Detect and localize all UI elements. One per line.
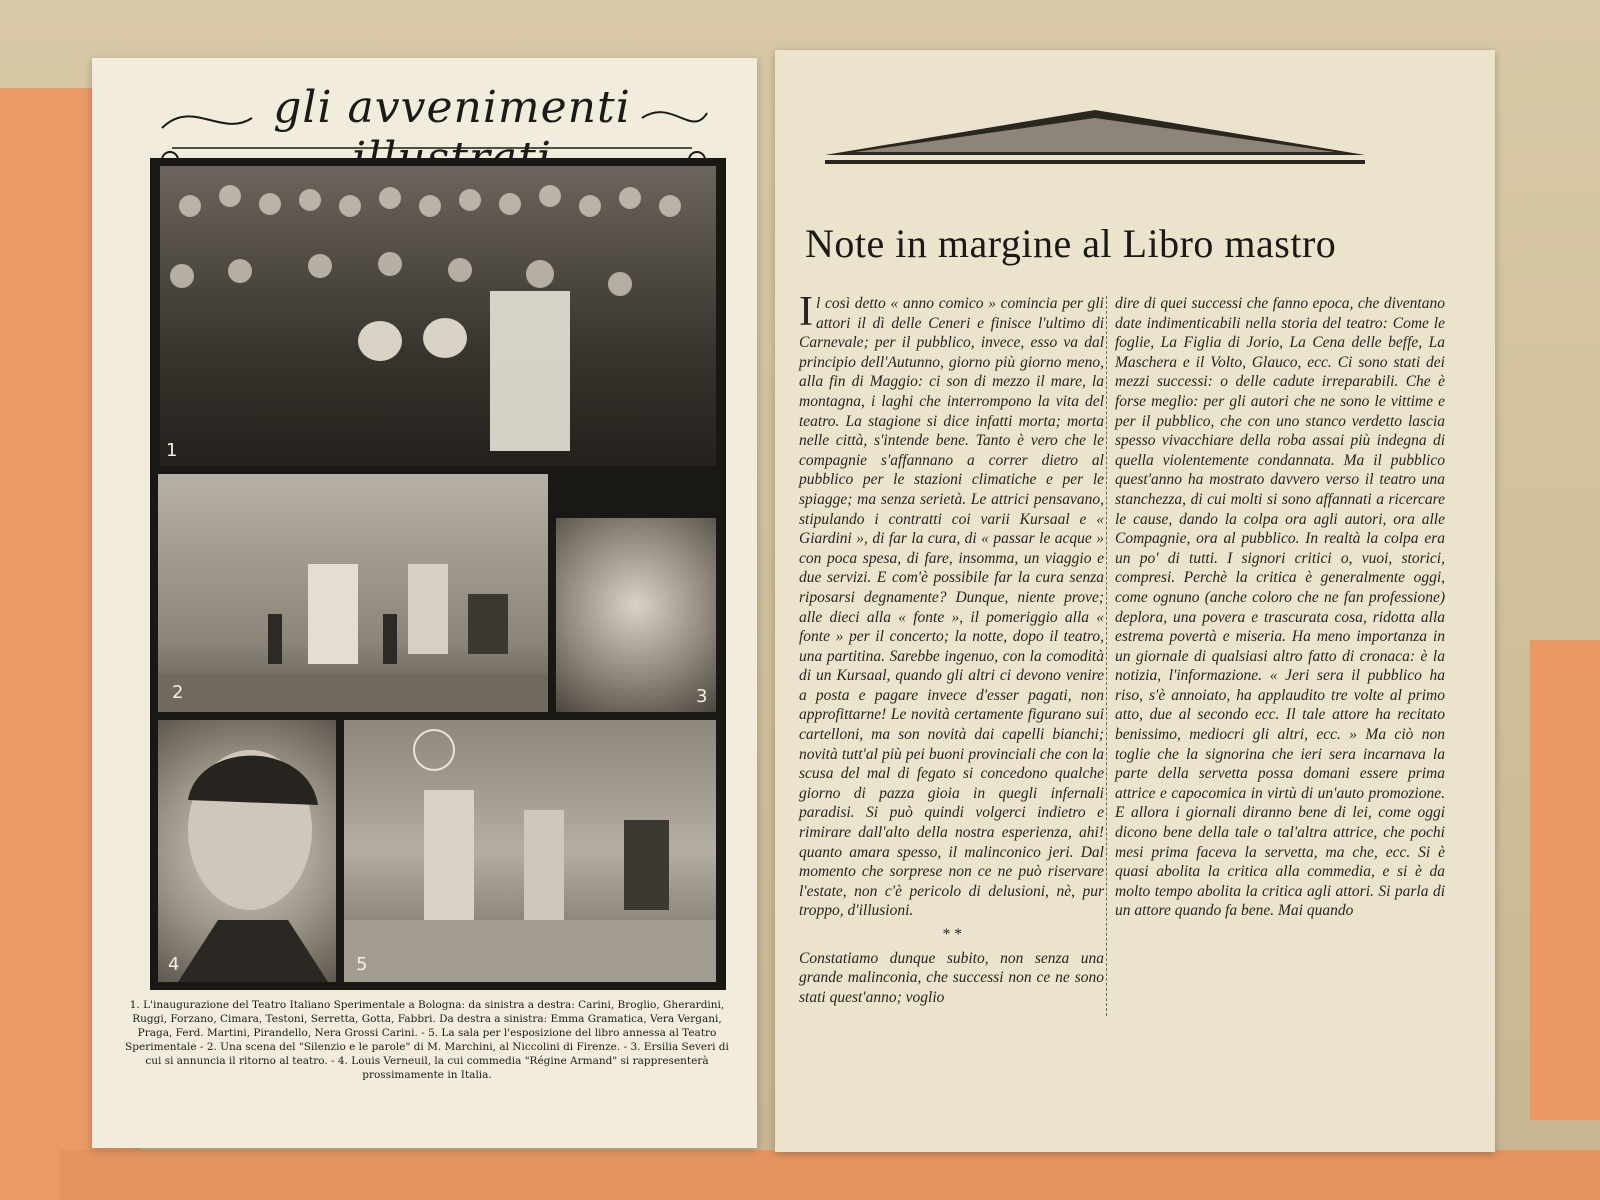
article-column-2 — [1115, 294, 1445, 921]
masthead-title: gli avvenimenti — [273, 82, 631, 133]
group-photo — [160, 166, 716, 466]
orange-cover-bottom — [60, 1150, 1600, 1200]
column-divider — [1106, 296, 1108, 1016]
man-portrait-drawing — [158, 720, 336, 982]
article-column-1 — [799, 289, 1104, 1007]
photo-caption: 1. L'inaugurazione del Teatro Italiano Sperimentale a Bologna: da sinistra a destra: Carini, Broglio, Gherardini, Ruggi, Forzano, Cimara, Testoni, Serretta, Gotta, Fabbri. Da destra a sinistra: Emma Gramatica, Vera Vergani, Praga, Ferd. Martini, Pirandello, Nera Grossi Carini. - 5. La sala per l'esposizione del libro annessa al Teatro Sperimentale - 2. Una scena del "Silenzio e le parole" di M. Marchini, al Niccolini di Firenze. - 3. Ersilia Severi di cui si annuncia il ritorno al teatro. - 4. Louis Verneuil, la cui commedia "Régine Armand" si rappresenterà prossimamente in Italia. — [125, 999, 729, 1081]
column-2-paragraph-1: dire di quei successi che fanno epoca, che diventano date indimenticabili nella storia del teatro: Come le foglie, La Figlia di Jorio, La Cena delle beffe, La Maschera e il Volto, Glauco, ecc. Ci sono stati dei mezzi successi: o delle cadute irreparabili. Che è forse meglio: per gli autori che ne sono le vittime e per il pubblico, che con uno stanco verdetto lascia spesso vivacchiare della roba assai più indegna di quella violentemente condannata. Ma il pubblico quest'anno ha mostrato davvero verso il teatro una stanchezza, di cui molti si sono affannati a ricercare le cause, dando la colpa ora agli autori, ora alle Compagnie, ora al pubblico. In realtà la colpa era un po' di tutti. I signori critici o, vuoi, storici, compresi. Perchè la critica è generalmente oggi, come ognuno (anche coloro che ne fan professione) deplora, una povera e trascurata cosa, ridotta alla estrema povertà e miseria. Ha meno importanza in un giornale di qualsiasi altro fatto di cronaca: è la notizia, l'informazione. « Jeri sera il pubblico ha riso, s'è annoiato, ha applaudito tre volte al primo atto, due al secondo ecc. Il tale attore ha recitato benissimo, mediocri gli altri, ecc. » Ma ciò non toglie che la signorina che ieri sera incarnava la parte della servetta possa domani essere prima attrice e capocomica in virtù di un'auto promozione. E allora i giornali diranno bene di lei, come oggi dicono bene della tale o tal'altra attrice, che pochi mesi prima faceva la servetta, ma che, ecc. Si è quasi abolita la critica alla commedia, e si è da molto tempo abolita la critica agli attori. Si parla di un attore quando fa bene. Mai quando — [1115, 295, 1445, 920]
exhibition-hall-photo — [344, 720, 716, 982]
photo-number-1: 1 — [166, 440, 178, 461]
actress-portrait — [556, 518, 716, 712]
photo-number-3: 3 — [696, 686, 708, 707]
photo-number-4: 4 — [168, 954, 180, 975]
asterism: * * — [941, 926, 962, 943]
left-page — [92, 58, 757, 1148]
man-portrait — [158, 720, 336, 982]
photo-number-2: 2 — [172, 682, 184, 703]
column-1-paragraph-1: l così detto « anno comico » comincia per gli attori il dì delle Ceneri e finisce l'ultimo di Carnevale; per il pubblico, invece, esso va dal principio dell'Autunno, giorno più giorno meno, alla fin di Maggio: ci son di mezzo il mare, la montagna, i laghi che interrompono la vita del teatro. La stagione si dice infatti morta; morta nelle città, s'intende bene. Tanto è vero che le compagnie s'affannano a correr dietro al pubblico per le stazioni climatiche e per le spiagge; ma senza serietà. Le attrici pensavano, stipulando i contratti coi varii Kursaal e « Giardini », di far la cura, di « passar le acque » con poca spesa, di fare, insomma, un viaggio e due servizi. E com'è possibile far la cura senza riposarsi degnamente? Dunque, niente prove; alle dieci alla « fonte », il pomeriggio alla « fonte » per il concerto; la notte, dopo il teatro, una partitina. Sarebbe ingenuo, con la comodità di un Kursaal, quando gli altri ci devono venire a posta e pagare invece d'esser pagati, non approfittarne! Le novità certamente figurano sui cartelloni, ma son novità dai capelli bianchi; novità tutt'al più pei buoni provinciali che con la scusa del mal di fegato si concedono qualche giorno di pazza gioia in quegli infernali paradisi. Si può quindi volgerci indietro e rimirare dall'alto della nostra esperienza, ahi! quanto amara spesso, il malinconico jeri. Dal momento che sorprese non ce ne può riservare l'estate, non c'è pericolo di delusioni, nè, pur troppo, d'illusioni. — [799, 295, 1104, 920]
exhibition-hall-drawing — [344, 720, 716, 982]
drop-cap: I — [799, 289, 813, 335]
group-photo-figures — [160, 166, 716, 466]
column-1-paragraph-2: Constatiamo dunque subito, non senza una grande malinconia, che successi non ce ne sono stati quest'anno; voglio — [799, 949, 1104, 1006]
orange-paper-right — [1530, 640, 1600, 1120]
photo-number-5: 5 — [356, 954, 368, 975]
stage-scene-photo — [158, 474, 548, 712]
photo-frame — [150, 158, 726, 990]
stage-scene-drawing — [158, 474, 548, 712]
header-ornament — [815, 100, 1375, 170]
masthead — [162, 68, 722, 168]
article-title: Note in margine al Libro mastro — [805, 221, 1337, 266]
right-page — [775, 50, 1495, 1152]
